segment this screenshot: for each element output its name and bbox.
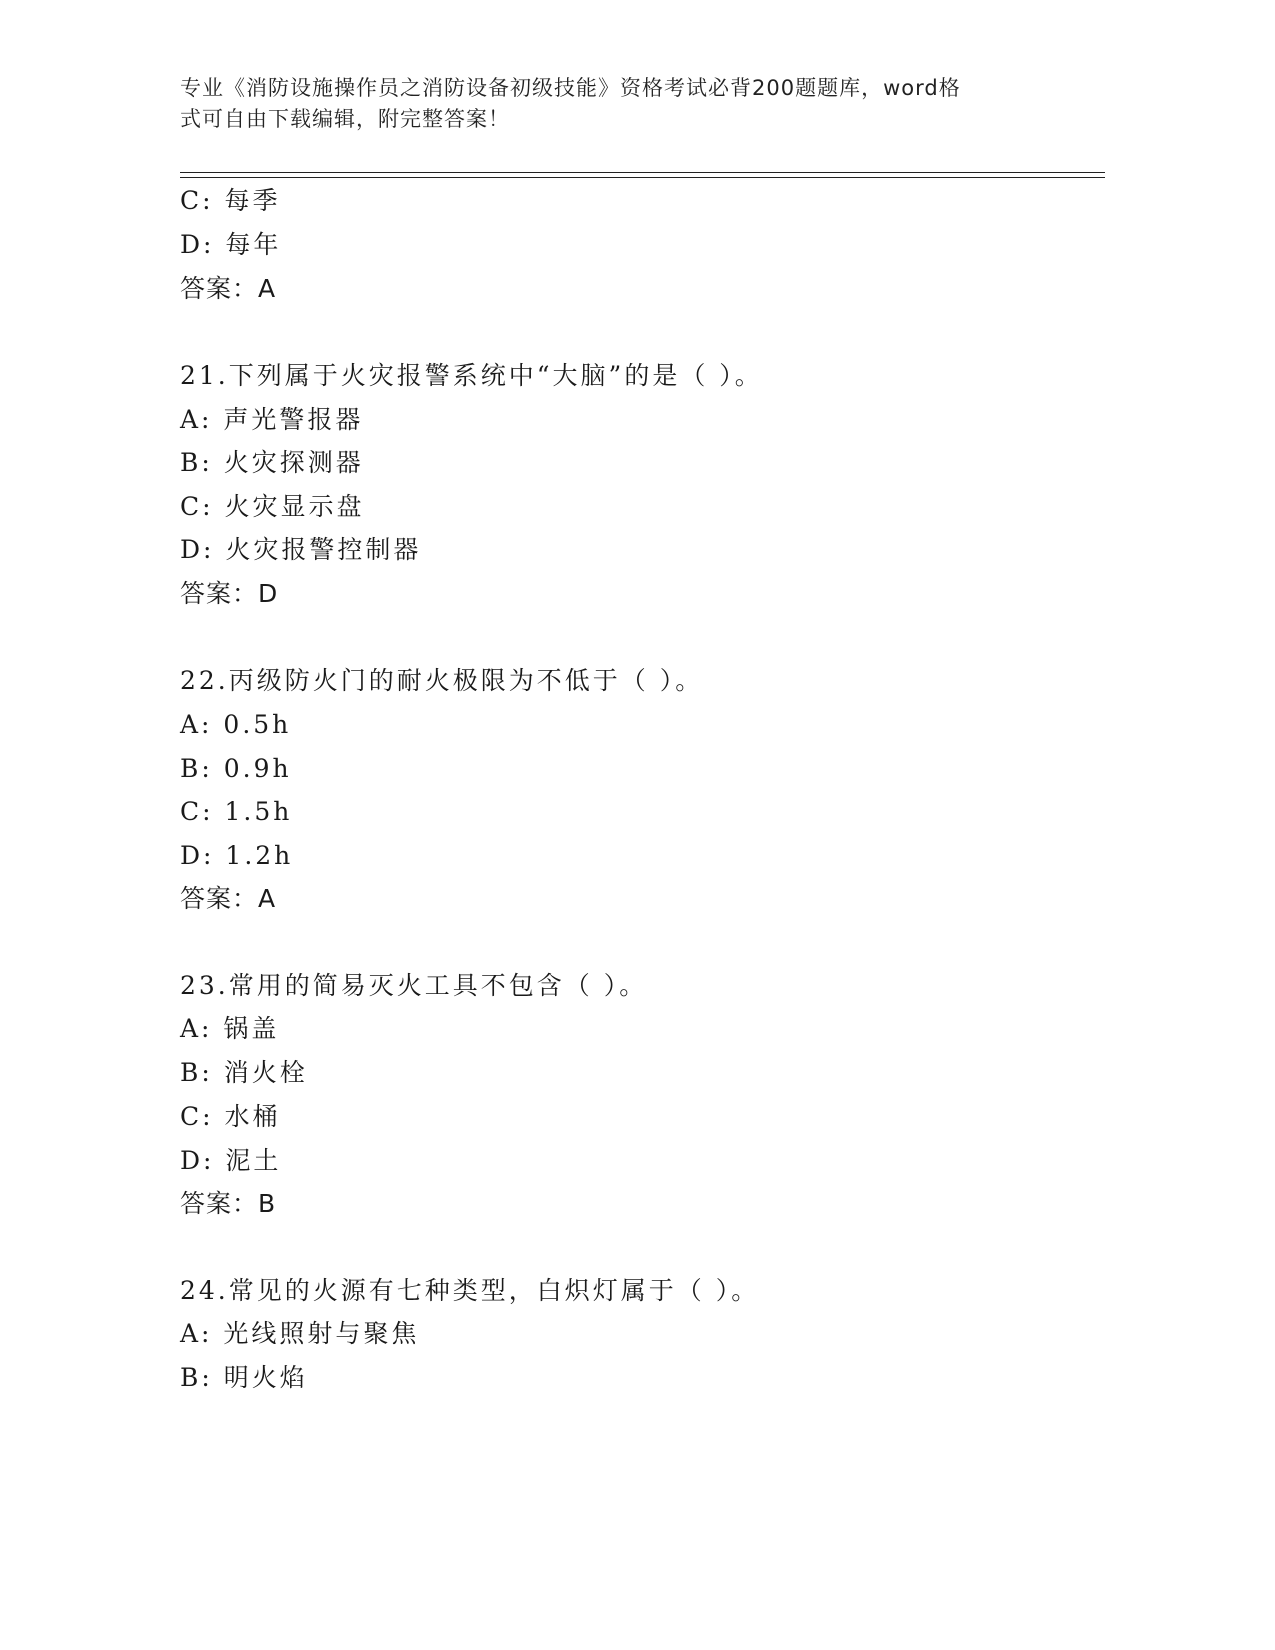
question-stem: 21.下列属于火灾报警系统中“大脑”的是（ ）。: [180, 361, 763, 390]
option-a: A: 声光警报器: [180, 405, 364, 434]
option-c: C: 火灾显示盘: [180, 492, 365, 521]
answer-line: 答案：A: [180, 884, 277, 913]
option-b: B: 0.9h: [180, 754, 292, 783]
option-b: B: 明火焰: [180, 1363, 308, 1392]
question-stem: 23.常用的简易灭火工具不包含（ ）。: [180, 971, 648, 1000]
question-stem: 22.丙级防火门的耐火极限为不低于（ ）。: [180, 666, 704, 695]
option-a: A: 锅盖: [180, 1014, 280, 1043]
document-header: [180, 73, 1060, 135]
option-d: D: 每年: [180, 230, 282, 259]
answer-line: 答案：B: [180, 1189, 277, 1218]
option-c: C: 1.5h: [180, 797, 293, 826]
option-d: D: 火灾报警控制器: [180, 535, 422, 564]
option-b: B: 消火栓: [180, 1058, 308, 1087]
question-stem: 24.常见的火源有七种类型，白炽灯属于（ ）。: [180, 1276, 760, 1305]
option-a: A: 0.5h: [180, 710, 292, 739]
option-c: C: 每季: [180, 186, 281, 215]
option-c: C: 水桶: [180, 1102, 281, 1131]
option-d: D: 1.2h: [180, 841, 294, 870]
header-line-1: 专业《消防设施操作员之消防设备初级技能》资格考试必背200题题库，word格: [180, 76, 961, 100]
answer-line: 答案：A: [180, 274, 277, 303]
header-divider-bottom: [180, 177, 1105, 178]
header-line-2: 式可自由下载编辑，附完整答案！: [180, 107, 510, 131]
option-b: B: 火灾探测器: [180, 448, 364, 477]
option-a: A: 光线照射与聚焦: [180, 1319, 420, 1348]
option-d: D: 泥土: [180, 1146, 282, 1175]
header-divider-top: [180, 172, 1105, 173]
answer-line: 答案：D: [180, 579, 279, 608]
